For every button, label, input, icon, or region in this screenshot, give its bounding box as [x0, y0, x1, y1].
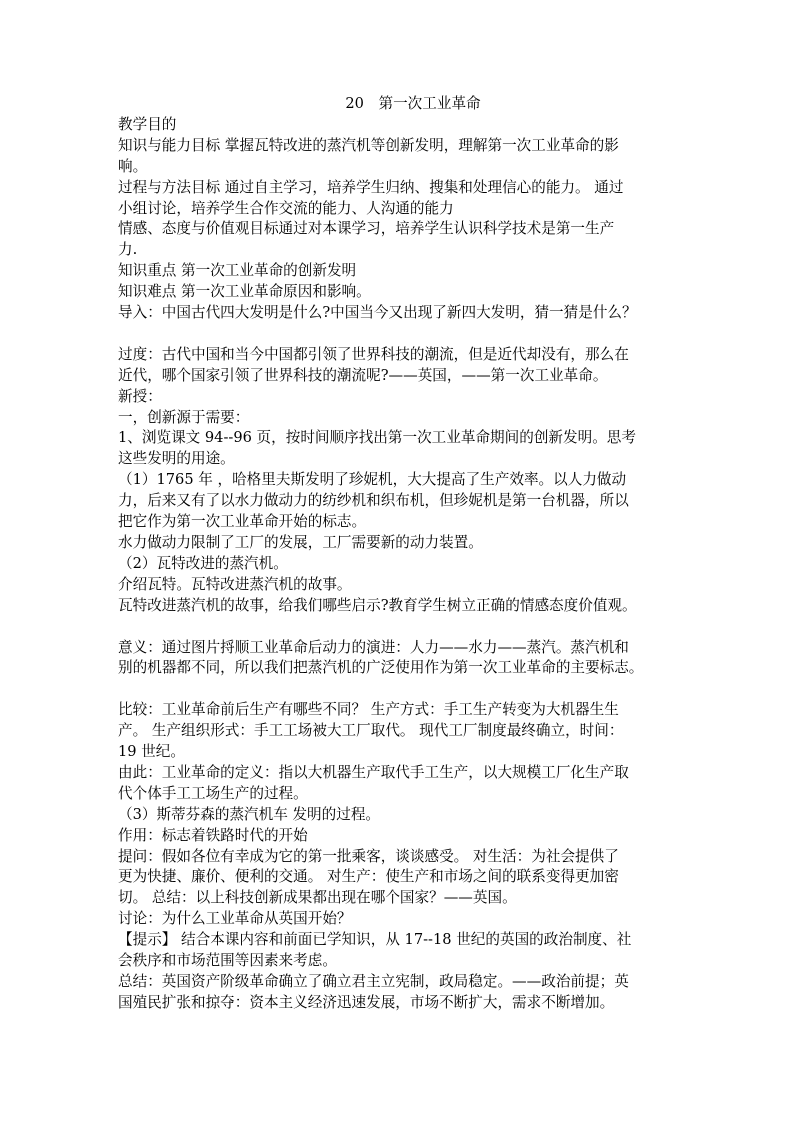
text-line: 产。 生产组织形式：手工工场被大工厂取代。 现代工厂制度最终确立，时间：: [118, 722, 624, 740]
text-line: 情感、态度与价值观目标通过对本课学习，培养学生认识科学技术是第一生产: [118, 220, 615, 238]
text-line: 讨论：为什么工业革命从英国开始？: [118, 910, 352, 928]
text-line: 知识重点 第一次工业革命的创新发明: [118, 262, 357, 280]
text-line: 响。: [118, 157, 148, 175]
text-line: 19 世纪。: [118, 743, 185, 761]
text-line: 由此：工业革命的定义：指以大机器生产取代手工生产，以大规模工厂化生产取: [118, 763, 629, 781]
text-line: 知识与能力目标 掌握瓦特改进的蒸汽机等创新发明，理解第一次工业革命的影: [118, 136, 619, 154]
text-line: 更为快捷、廉价、便利的交通。 对生产：使生产和市场之间的联系变得更加密: [118, 868, 619, 886]
text-line: 提问：假如各位有幸成为它的第一批乘客，谈谈感受。 对生活：为社会提供了: [118, 847, 619, 865]
text-line: 导入：中国古代四大发明是什么?中国当今又出现了新四大发明，猜一猜是什么？: [118, 304, 637, 322]
text-line: 力.: [118, 241, 138, 259]
text-line: 这些发明的用途。: [118, 450, 235, 468]
blank-line: [118, 617, 690, 638]
text-line: 【提示】 结合本课内容和前面已学知识，从 17--18 世纪的英国的政治制度、社: [118, 931, 632, 949]
text-line: 过程与方法目标 通过自主学习，培养学生归纳、搜集和处理信心的能力。 通过: [118, 178, 624, 196]
text-line: 比较：工业革命前后生产有哪些不同？ 生产方式：手工生产转变为大机器生生: [118, 701, 619, 719]
text-line: （2）瓦特改进的蒸汽机。: [118, 554, 288, 572]
text-line: 一，创新源于需要：: [118, 408, 250, 426]
text-line: 作用：标志着铁路时代的开始: [118, 826, 308, 844]
text-line: 切。 总结：以上科技创新成果都出现在哪个国家？——英国。: [118, 889, 517, 907]
text-line: 代个体手工工场生产的过程。: [118, 784, 308, 802]
text-line: 小组讨论，培养学生合作交流的能力、人沟通的能力: [118, 199, 454, 217]
text-line: 近代，哪个国家引领了世界科技的潮流呢?——英国，——第一次工业革命。: [118, 366, 608, 384]
document-body: [118, 115, 690, 1014]
text-line: 新授：: [118, 387, 162, 405]
text-line: 水力做动力限制了工厂的发展，工厂需要新的动力装置。: [118, 534, 483, 552]
text-line: 别的机器都不同，所以我们把蒸汽机的广泛使用作为第一次工业革命的主要标志。: [118, 659, 644, 677]
document-title: 20 第一次工业革命: [345, 95, 481, 112]
text-line: 过度：古代中国和当今中国都引领了世界科技的潮流，但是近代却没有，那么在: [118, 345, 629, 363]
text-line: 会秩序和市场范围等因素来考虑。: [118, 952, 337, 970]
text-line: 国殖民扩张和掠夺：资本主义经济迅速发展，市场不断扩大，需求不断增加。: [118, 993, 615, 1011]
text-line: （3）斯蒂芬森的蒸汽机车 发明的过程。: [118, 805, 381, 823]
text-line: 瓦特改进蒸汽机的故事，给我们哪些启示?教育学生树立正确的情感态度价值观。: [118, 596, 637, 614]
text-line: 力，后来又有了以水力做动力的纺纱机和织布机，但珍妮机是第一台机器，所以: [118, 492, 629, 510]
text-line: 教学目的: [118, 115, 177, 133]
text-line: 介绍瓦特。瓦特改进蒸汽机的故事。: [118, 575, 352, 593]
text-line: 把它作为第一次工业革命开始的标志。: [118, 513, 367, 531]
text-line: 知识难点 第一次工业革命原因和影响。: [118, 283, 371, 301]
blank-line: [118, 324, 690, 345]
text-line: 总结：英国资产阶级革命确立了确立君主立宪制，政局稳定。——政治前提；英: [118, 973, 629, 991]
blank-line: [118, 679, 690, 700]
text-line: 1、浏览课文 94--96 页，按时间顺序找出第一次工业革命期间的创新发明。思考: [118, 429, 636, 447]
text-line: （1）1765 年 ，哈格里夫斯发明了珍妮机，大大提高了生产效率。以人力做动: [118, 471, 627, 489]
document-page: [118, 94, 690, 1014]
text-line: 意义：通过图片捋顺工业革命后动力的演进：人力——水力——蒸汽。蒸汽机和: [118, 638, 629, 656]
